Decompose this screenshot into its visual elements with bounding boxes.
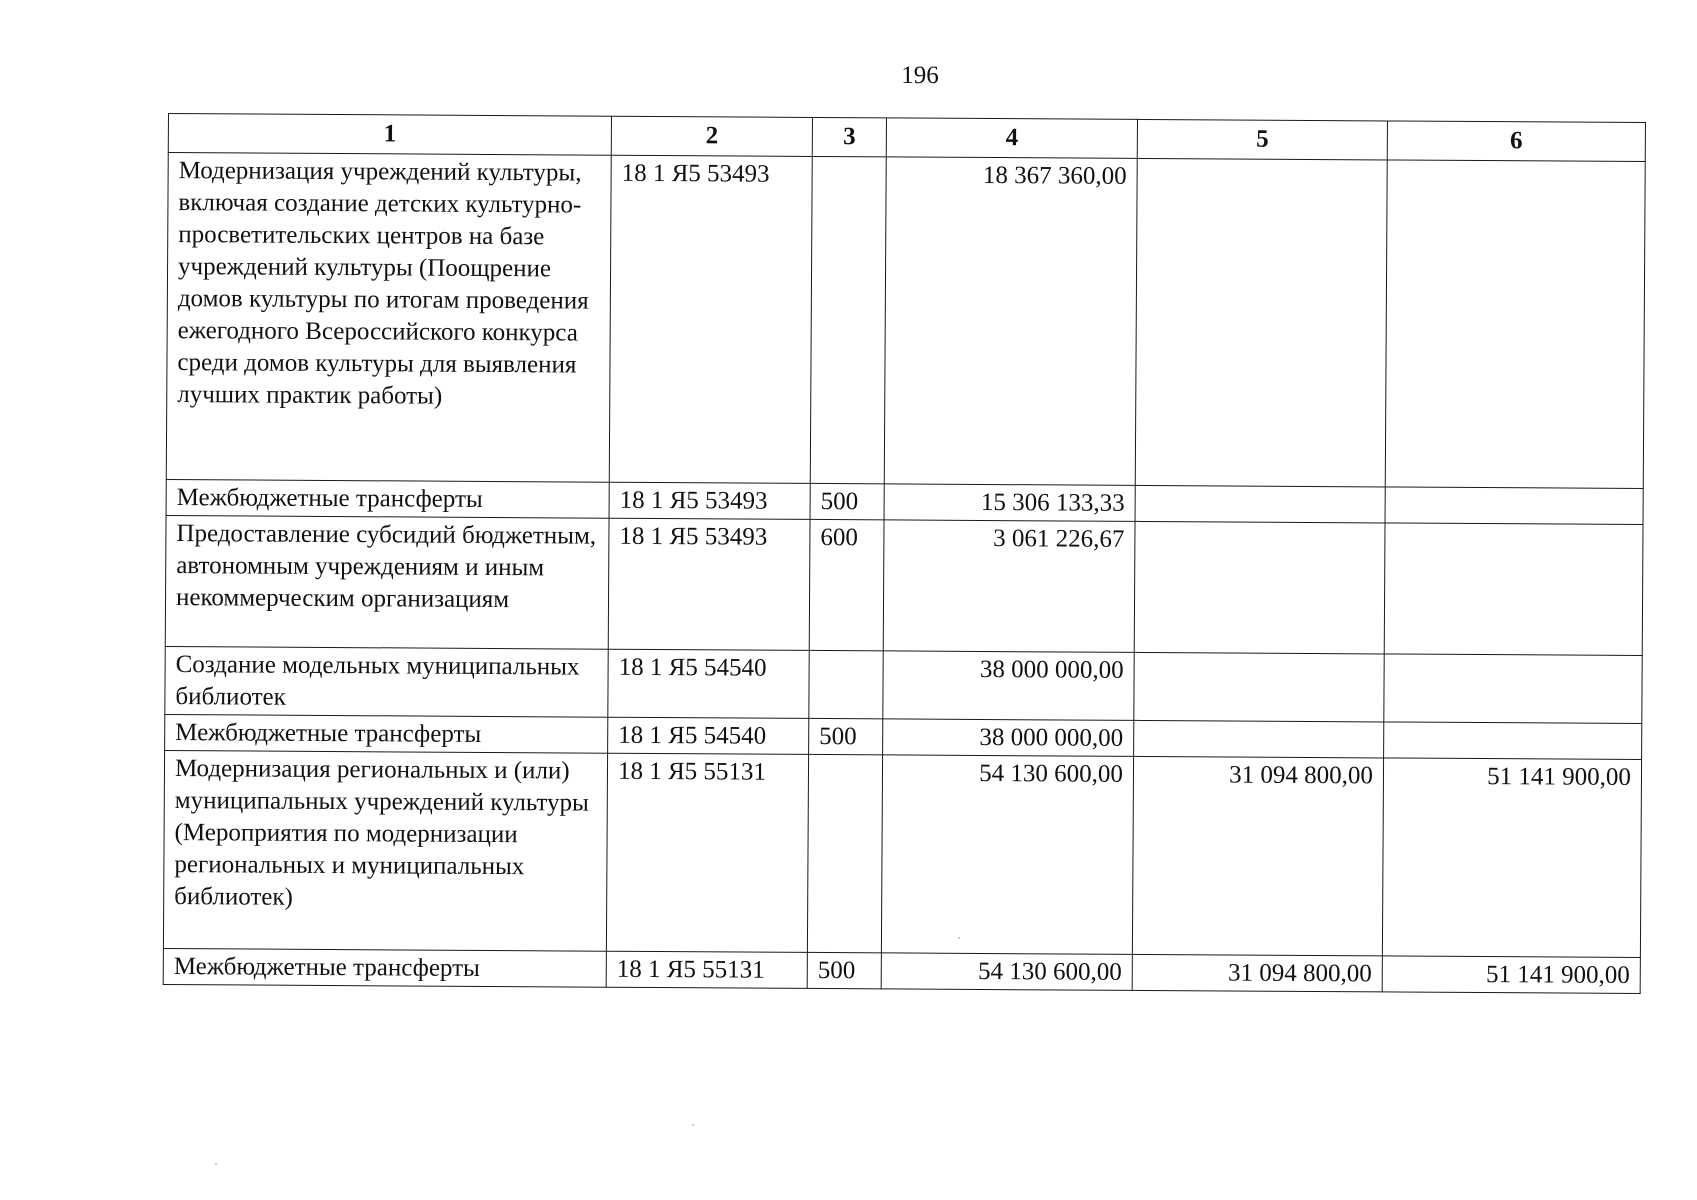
row-expense-type: 500 bbox=[809, 718, 883, 754]
row-amount-col5 bbox=[1134, 652, 1384, 722]
row-amount-col6: 51 141 900,00 bbox=[1382, 758, 1641, 958]
row-name: Модернизация региональных и (или) муниципальных учреждений культуры (Мероприятия по модернизации региональных и муниципальных библиотек) bbox=[163, 750, 607, 951]
table-row bbox=[163, 948, 1640, 993]
budget-table-container bbox=[163, 113, 1646, 994]
row-name: Межбюджетные трансферты bbox=[166, 479, 609, 518]
row-expense-type bbox=[810, 156, 886, 483]
column-header-6: 6 bbox=[1387, 121, 1645, 162]
row-expense-type: 500 bbox=[807, 952, 881, 988]
column-header-5: 5 bbox=[1137, 119, 1387, 160]
table-row bbox=[163, 750, 1641, 957]
scan-speck bbox=[958, 937, 960, 939]
row-amount-col6: 51 141 900,00 bbox=[1382, 956, 1640, 994]
row-amount-col6 bbox=[1384, 654, 1642, 724]
row-amount-col6 bbox=[1385, 487, 1643, 525]
scan-speck bbox=[215, 1163, 217, 1165]
row-code: 18 1 Я5 53493 bbox=[609, 482, 810, 519]
row-amount-col6 bbox=[1384, 523, 1643, 656]
row-amount-col4: 38 000 000,00 bbox=[883, 651, 1134, 721]
table-row bbox=[166, 153, 1645, 489]
row-amount-col4: 18 367 360,00 bbox=[884, 157, 1137, 486]
row-code: 18 1 Я5 54540 bbox=[608, 649, 809, 718]
row-amount-col5 bbox=[1134, 720, 1384, 758]
row-amount-col6 bbox=[1385, 160, 1645, 489]
row-amount-col5 bbox=[1135, 158, 1387, 487]
row-amount-col4: 54 130 600,00 bbox=[881, 755, 1133, 955]
row-amount-col5 bbox=[1135, 485, 1385, 523]
table-row bbox=[165, 646, 1642, 723]
page-number: 196 bbox=[901, 62, 939, 89]
row-code: 18 1 Я5 55131 bbox=[606, 951, 807, 988]
row-code: 18 1 Я5 53493 bbox=[608, 518, 810, 650]
row-code: 18 1 Я5 55131 bbox=[606, 753, 808, 952]
row-name: Межбюджетные трансферты bbox=[165, 714, 608, 753]
row-expense-type: 500 bbox=[810, 483, 884, 519]
row-name: Предоставление субсидий бюджетным, автономным учреждениям и иным некоммерческим организациям bbox=[165, 515, 609, 649]
column-header-3: 3 bbox=[812, 117, 886, 156]
row-amount-col6 bbox=[1384, 722, 1642, 760]
row-amount-col4: 15 306 133,33 bbox=[884, 484, 1135, 522]
column-header-4: 4 bbox=[886, 118, 1137, 159]
row-amount-col4: 54 130 600,00 bbox=[881, 953, 1132, 991]
column-header-2: 2 bbox=[611, 116, 812, 156]
table-row bbox=[165, 515, 1643, 655]
row-name: Создание модельных муниципальных библиотек bbox=[165, 646, 608, 717]
row-name: Модернизация учреждений культуры, включая создание детских культурно-просветительских центров на базе учреждений культуры (Поощрение домов культуры по итогам проведения ежегодного Всероссийского конкурса среди домов культуры для выявления лучших практик работы) bbox=[166, 153, 611, 483]
row-expense-type bbox=[807, 754, 882, 952]
row-amount-col4: 3 061 226,67 bbox=[883, 520, 1135, 653]
row-code: 18 1 Я5 54540 bbox=[608, 717, 809, 754]
row-amount-col4: 38 000 000,00 bbox=[883, 719, 1134, 757]
row-amount-col5 bbox=[1134, 521, 1385, 654]
budget-table bbox=[163, 113, 1646, 994]
row-expense-type: 600 bbox=[809, 519, 884, 650]
column-header-1: 1 bbox=[168, 114, 611, 156]
row-expense-type bbox=[809, 650, 883, 718]
row-name: Межбюджетные трансферты bbox=[163, 948, 606, 987]
row-code: 18 1 Я5 53493 bbox=[609, 155, 812, 483]
row-amount-col5: 31 094 800,00 bbox=[1132, 756, 1383, 956]
scan-speck bbox=[692, 1124, 694, 1126]
row-amount-col5: 31 094 800,00 bbox=[1132, 954, 1382, 992]
